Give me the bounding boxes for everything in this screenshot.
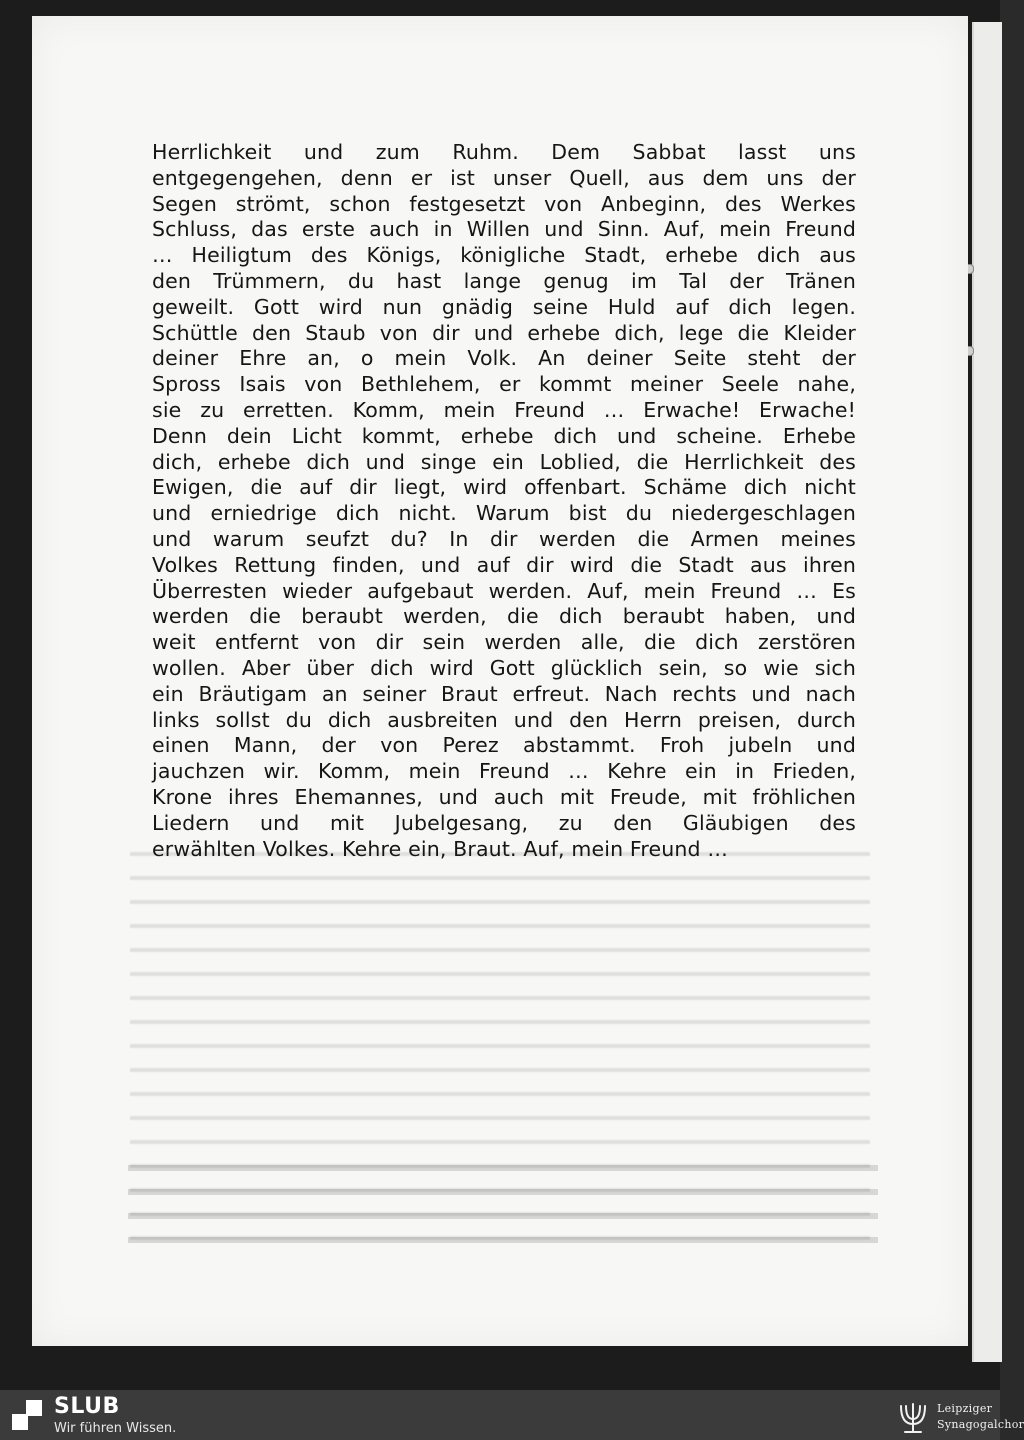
text-line: und warum seufzt du? In dir werden die Armen meines — [152, 526, 856, 551]
text-line: … Heiligtum des Königs, königliche Stadt, erhebe dich aus — [152, 243, 856, 268]
text-line: links sollst du dich ausbreiten und den Herrn preisen, durch — [152, 707, 856, 732]
text-line: Krone ihres Ehemannes, und auch mit Freude, mit fröhlichen — [152, 784, 856, 809]
library-name[interactable]: SLUB — [54, 1394, 120, 1419]
text-line: einen Mann, der von Perez abstammt. Froh jubeln und — [152, 733, 856, 758]
facing-page-edge — [972, 22, 1002, 1362]
text-line: Ewigen, die auf dir liegt, wird offenbart. Schäme dich nicht — [152, 475, 856, 500]
text-line: sie zu erretten. Komm, mein Freund … Erwache! Erwache! — [152, 397, 856, 422]
text-line: entgegengehen, denn er ist unser Quell, aus dem uns der — [152, 165, 856, 190]
text-line: werden die beraubt werden, die dich beraubt haben, und — [152, 604, 856, 629]
body-text — [152, 140, 856, 862]
text-line: erwählten Volkes. Kehre ein, Braut. Auf, mein Freund … — [152, 836, 728, 861]
library-tagline: Wir führen Wissen. — [54, 1421, 177, 1436]
menorah-icon — [893, 1396, 933, 1436]
text-line: Schüttle den Staub von dir und erhebe dich, lege die Kleider — [152, 320, 856, 345]
slub-logo-icon[interactable] — [10, 1398, 44, 1432]
text-line: geweilt. Gott wird nun gnädig seine Huld auf dich legen. — [152, 294, 856, 319]
text-line: Liedern und mit Jubelgesang, zu den Gläubigen des — [152, 810, 856, 835]
text-line: deiner Ehre an, o mein Volk. An deiner Seite steht der — [152, 346, 856, 371]
text-line: jauchzen wir. Komm, mein Freund … Kehre ein in Frieden, — [152, 759, 856, 784]
text-line: Überresten wieder aufgebaut werden. Auf, mein Freund … Es — [152, 578, 856, 603]
text-line: Schluss, das erste auch in Willen und Sinn. Auf, mein Freund — [152, 217, 856, 242]
text-line: Denn dein Licht kommt, erhebe dich und scheine. Erhebe — [152, 423, 856, 448]
text-line: und erniedrige dich nicht. Warum bist du niedergeschlagen — [152, 501, 856, 526]
bleed-through-text — [128, 1155, 878, 1255]
text-line: Spross Isais von Bethlehem, er kommt meiner Seele nahe, — [152, 372, 856, 397]
text-line: Volkes Rettung finden, und auf dir wird die Stadt aus ihren — [152, 552, 856, 577]
text-line: dich, erhebe dich und singe ein Loblied, die Herrlichkeit des — [152, 449, 856, 474]
text-line: Herrlichkeit und zum Ruhm. Dem Sabbat lasst uns — [152, 140, 856, 164]
text-line: wollen. Aber über dich wird Gott glücklich sein, so wie sich — [152, 655, 856, 680]
text-line: Segen strömt, schon festgesetzt von Anbeginn, des Werkes — [152, 191, 856, 216]
text-line: den Trümmern, du hast lange genug im Tal der Tränen — [152, 268, 856, 293]
text-line: weit entfernt von dir sein werden alle, die dich zerstören — [152, 630, 856, 655]
choir-name-line2: Synagogalchor — [937, 1418, 1024, 1431]
choir-name-line1: Leipziger — [937, 1402, 993, 1415]
text-line: ein Bräutigam an seiner Braut erfreut. Nach rechts und nach — [152, 681, 856, 706]
